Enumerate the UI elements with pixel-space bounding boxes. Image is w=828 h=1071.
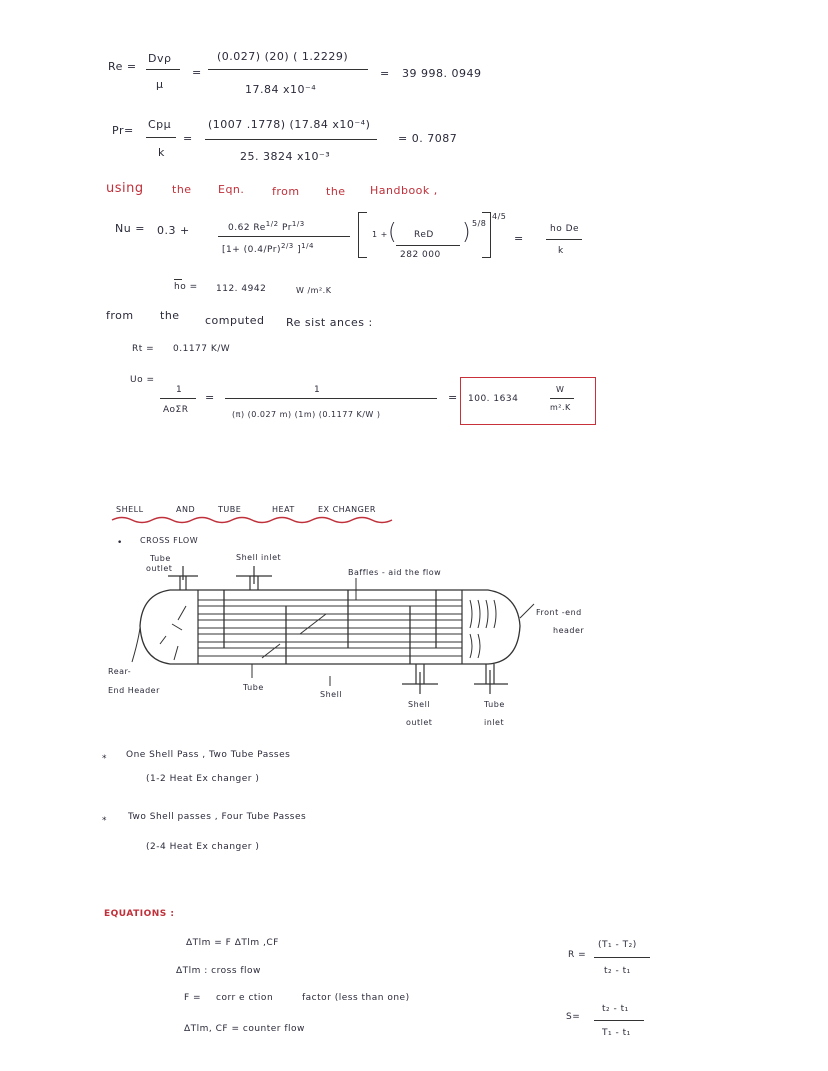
r-num: (T₁ - T₂) [598,940,637,950]
front-header-arrows [470,600,496,658]
shell-outline [140,590,520,664]
ho-label: ho = [174,282,198,292]
equations-title: EQUATIONS : [104,909,175,919]
nu-exp-out: 4/5 [492,212,507,221]
tube-outlet-label-1: Tube [150,554,171,563]
nu-red-num: ReD [414,230,434,240]
rear-end-pointer [132,628,140,662]
title-underline [112,518,392,523]
r-den: t₂ - t₁ [604,966,631,976]
shell-inlet-nozzle [236,566,272,590]
nu-exp-in: 5/8 [472,219,487,228]
nu-frac-num: 0.62 $Re^{1/2}$ $Pr^{1/3}$ [228,220,305,233]
front-end-label-1: Front -end [536,608,582,617]
rt-value: 0.1177 K/W [173,344,231,354]
baffles [224,590,436,664]
from-w2: the [160,309,180,322]
nu-paren-right: ) [462,220,472,245]
nu-red-den: 282 000 [400,250,441,260]
re-lhs: Re = [108,60,137,73]
star-1: * [102,754,107,764]
uo-num: 1 [176,385,183,395]
re-den: μ [156,78,164,91]
nu-first: 0.3 + [157,224,190,237]
from-w3: computed [205,314,265,327]
eq-2: ΔTlm : cross flow [176,966,261,976]
s-frac-line [594,1020,644,1021]
eq-1: ΔTlm = F ΔTlm ,CF [186,938,279,948]
from-w1: from [106,309,134,322]
star-2: * [102,816,107,826]
s-lhs: S= [566,1012,581,1022]
uo-result: 100. 1634 [468,394,519,404]
pr-eq: = [183,132,193,145]
tube-inlet-label-1: Tube [484,700,505,709]
eq-3b: corr e ction [216,993,274,1003]
crossflow-label: CROSS FLOW [140,536,199,545]
eq-3c: factor (less than one) [302,993,410,1003]
eq-4: ΔTlm, CF = counter flow [184,1024,305,1034]
nu-frac-den: [$1+ (0.4/Pr)^{2/3}$ ]$^{1/4}$ [222,242,314,255]
shell-outlet-nozzle [402,664,438,694]
front-end-pointer [520,604,534,618]
baffles-label: Baffles - aid the flow [348,568,442,577]
pr-lhs: Pr= [112,124,134,137]
re-eq: = [192,66,202,79]
nu-lhs: Nu = [115,222,145,235]
s-num: t₂ - t₁ [602,1004,629,1014]
shell-outlet-label-2: outlet [406,718,433,727]
pr-sub-den: 25. 3824 x10⁻³ [240,150,331,163]
re-sub-num: (0.027) (20) ( 1.2229) [217,50,349,63]
uo-unit-den: m².K [550,403,571,412]
pr-den: k [158,146,165,159]
bullet: • [117,538,123,548]
passes-line-2b: (2-4 Heat Ex changer ) [146,842,260,852]
tube-inlet-nozzle [474,664,508,694]
using-w4: from [272,185,300,198]
pr-sub-num: (1007 .1778) (17.84 x10⁻⁴) [208,118,371,131]
eq-3a: F = [184,993,202,1003]
tube-label: Tube [243,683,264,692]
tube-bundle [198,600,462,656]
using-w1: using [106,181,144,196]
tube-inlet-label-2: inlet [484,718,505,727]
re-sub-den: 17.84 x10⁻⁴ [245,83,317,96]
nu-eq: = [514,232,524,245]
uo-eq: = [205,391,215,404]
rt-label: Rt = [132,344,155,354]
using-w6: Handbook , [370,184,438,197]
uo-sub-den: (π) (0.027 m) (1m) (0.1177 K/W ) [232,410,381,419]
uo-unit-num: W [556,385,565,394]
title-w5: EX CHANGER [318,505,376,514]
re-eq2: = [380,67,390,80]
front-end-label-2: header [553,626,585,635]
rear-label-1: Rear- [108,667,132,676]
pr-result: = 0. 7087 [398,132,458,145]
uo-sub-num: 1 [314,385,321,395]
r-frac-line [594,957,650,958]
uo-lhs: Uo = [130,375,155,385]
shell-label: Shell [320,690,343,699]
title-w1: SHELL [116,505,144,514]
from-w4: Re sist ances : [286,316,373,329]
uo-den: AoΣR [163,405,189,415]
title-w3: TUBE [218,505,242,514]
using-w2: the [172,183,192,196]
title-w2: AND [176,505,196,514]
s-den: T₁ - t₁ [602,1028,631,1038]
passes-line-2: Two Shell passes , Four Tube Passes [128,812,307,822]
re-num: Dvρ [148,52,172,65]
shell-inlet-label: Shell inlet [236,553,282,562]
using-w3: Eqn. [218,183,245,196]
passes-line-1b: (1-2 Heat Ex changer ) [146,774,260,784]
ho-unit: W /m².K [296,286,332,295]
tube-outlet-label-2: outlet [146,564,173,573]
tube-outlet-nozzle [168,566,198,590]
r-lhs: R = [568,950,587,960]
title-w4: HEAT [272,505,295,514]
pr-num: Cpμ [148,118,172,131]
nu-paren-left: ( [388,220,398,245]
shell-flow-arrows [252,614,330,686]
shell-outlet-label-1: Shell [408,700,431,709]
nu-one-plus: 1 + [372,230,388,239]
ho-value: 112. 4942 [216,284,267,294]
using-w5: the [326,185,346,198]
nu-rhs-den: k [558,246,564,256]
re-result: 39 998. 0949 [402,67,482,80]
rear-label-2: End Header [108,686,160,695]
nu-rhs-num: ho De [550,224,580,234]
rear-header-arrows [160,606,186,660]
passes-line-1: One Shell Pass , Two Tube Passes [126,750,291,760]
uo-eq2: = [448,391,458,404]
